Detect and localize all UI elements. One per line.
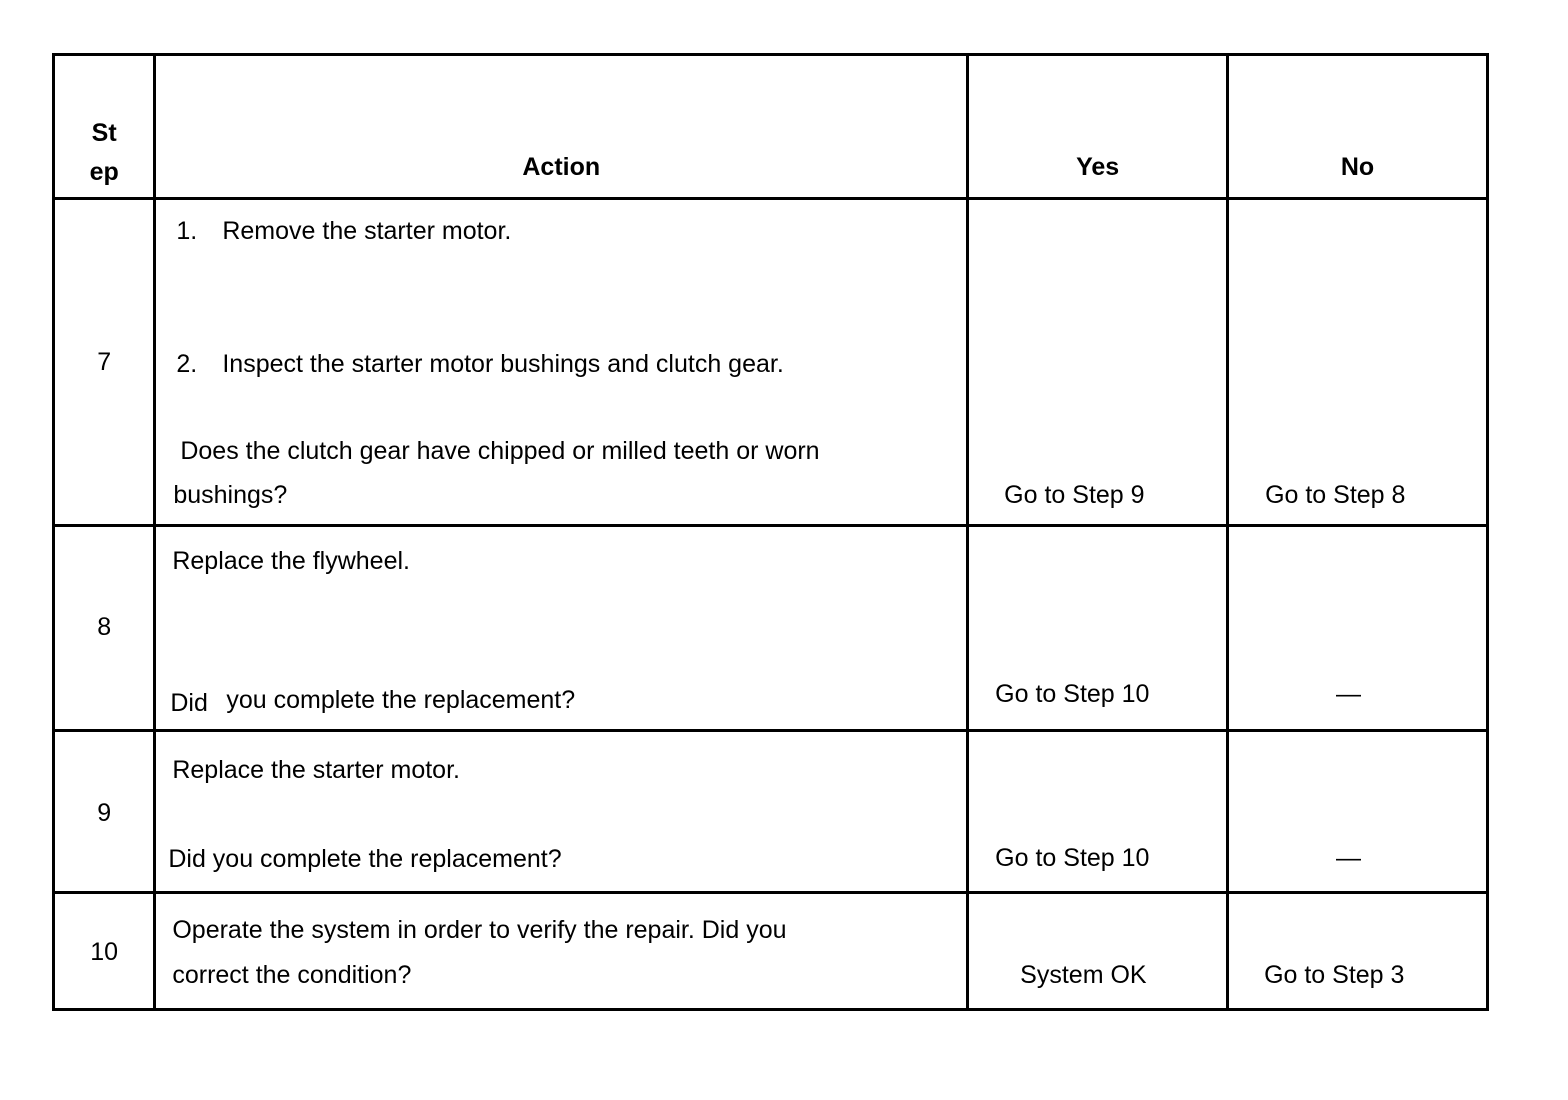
yes-outcome: Go to Step 9 bbox=[1004, 481, 1145, 509]
action-line-2: correct the condition? bbox=[172, 961, 412, 989]
item-number: 2. bbox=[176, 350, 198, 378]
header-step-line2: ep bbox=[89, 158, 119, 186]
header-no-label: No bbox=[1340, 153, 1375, 181]
yes-outcome: Go to Step 10 bbox=[995, 844, 1150, 872]
no-cell bbox=[1228, 526, 1488, 731]
no-outcome: Go to Step 3 bbox=[1264, 961, 1405, 989]
action-line-1: Operate the system in order to verify the repair. Did you bbox=[172, 916, 787, 944]
action-cell bbox=[155, 526, 968, 731]
header-step-line1: St bbox=[91, 119, 117, 147]
yes-outcome: System OK bbox=[1020, 961, 1147, 989]
header-yes-label: Yes bbox=[1076, 153, 1120, 181]
step-cell bbox=[54, 731, 155, 893]
action-text: Replace the starter motor. bbox=[172, 756, 460, 784]
action-cell bbox=[155, 731, 968, 893]
action-cell bbox=[155, 893, 968, 1010]
action-item bbox=[176, 350, 783, 379]
no-cell bbox=[1228, 893, 1488, 1010]
no-cell bbox=[1228, 199, 1488, 526]
action-cell bbox=[155, 199, 968, 526]
step-cell bbox=[54, 893, 155, 1010]
step-cell bbox=[54, 199, 155, 526]
header-yes bbox=[968, 55, 1228, 199]
table-row bbox=[54, 731, 1488, 893]
item-text: Remove the starter motor. bbox=[222, 217, 512, 245]
step-cell bbox=[54, 526, 155, 731]
header-action bbox=[155, 55, 968, 199]
table-row bbox=[54, 526, 1488, 731]
step-number: 10 bbox=[90, 938, 119, 966]
item-number: 1. bbox=[176, 217, 198, 245]
table-row bbox=[54, 893, 1488, 1010]
no-outcome: — bbox=[1336, 680, 1362, 708]
header-row bbox=[54, 55, 1488, 199]
question-line-2: bushings? bbox=[173, 481, 288, 509]
no-cell bbox=[1228, 731, 1488, 893]
diagnostic-table bbox=[52, 53, 1489, 1011]
question-text: Did you complete the replacement? bbox=[168, 845, 562, 873]
no-outcome: — bbox=[1336, 844, 1362, 872]
no-outcome: Go to Step 8 bbox=[1265, 481, 1406, 509]
yes-outcome: Go to Step 10 bbox=[995, 680, 1150, 708]
yes-cell bbox=[968, 526, 1228, 731]
header-action-label: Action bbox=[522, 153, 601, 181]
header-step-label bbox=[55, 114, 153, 192]
yes-cell bbox=[968, 893, 1228, 1010]
header-step bbox=[54, 55, 155, 199]
step-number: 8 bbox=[97, 613, 112, 641]
question-line-1: Does the clutch gear have chipped or milled teeth or worn bbox=[180, 437, 820, 465]
item-text: Inspect the starter motor bushings and clutch gear. bbox=[222, 350, 784, 378]
step-number: 7 bbox=[97, 348, 112, 376]
action-item bbox=[176, 217, 511, 246]
step-number: 9 bbox=[97, 799, 112, 827]
header-no bbox=[1228, 55, 1488, 199]
action-text: Replace the flywheel. bbox=[172, 547, 410, 575]
question-did: Did bbox=[170, 689, 208, 717]
yes-cell bbox=[968, 731, 1228, 893]
question-text: you complete the replacement? bbox=[226, 686, 576, 714]
yes-cell bbox=[968, 199, 1228, 526]
table-row bbox=[54, 199, 1488, 526]
